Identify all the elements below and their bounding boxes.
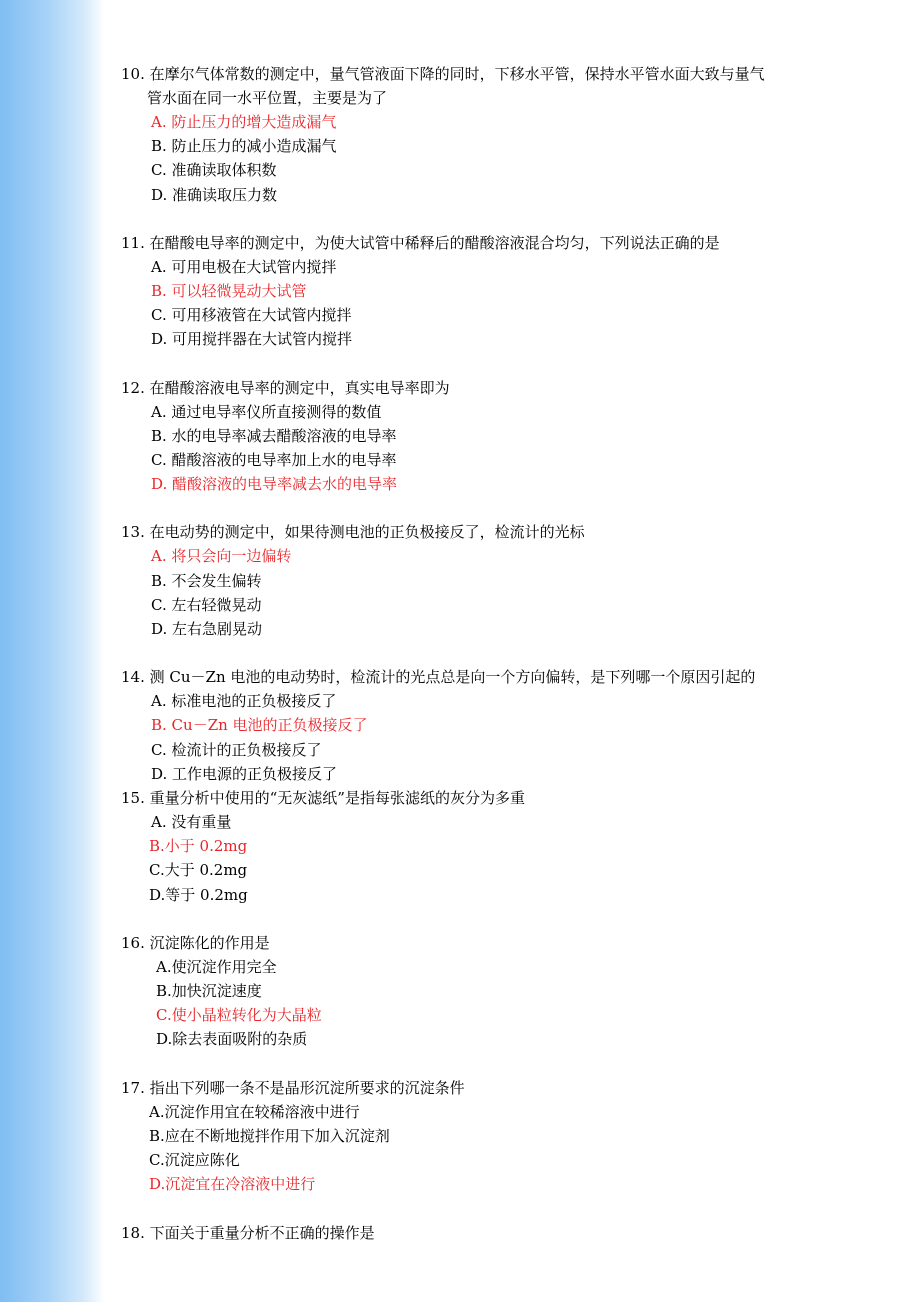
question-stem: [121, 231, 831, 255]
question-stem-line-1: 在醋酸溶液电导率的测定中，真实电导率即为: [149, 378, 450, 397]
question-17: [121, 1076, 831, 1197]
option-b: B. 可以轻微晃动大试管: [151, 282, 307, 301]
question-number: 13.: [121, 523, 150, 542]
spacer: [121, 352, 831, 376]
question-number: 11.: [121, 233, 150, 252]
question-number: 18.: [121, 1223, 150, 1242]
option-d: D.除去表面吸附的杂质: [156, 1030, 308, 1049]
question-stem: [121, 786, 831, 810]
question-number: 12.: [121, 378, 150, 397]
option-a: A.使沉淀作用完全: [156, 957, 277, 976]
option-b: B. 防止压力的减小造成漏气: [151, 137, 337, 156]
question-number: 15.: [121, 789, 150, 808]
question-stem-line-1: 指出下列哪一条不是晶形沉淀所要求的沉淀条件: [149, 1078, 465, 1097]
option-a: A. 通过电导率仪所直接测得的数值: [151, 402, 382, 421]
option-c: C.沉淀应陈化: [149, 1151, 240, 1170]
option-b: B. Cu－Zn 电池的正负极接反了: [151, 716, 368, 735]
option-a: A. 标准电池的正负极接反了: [151, 692, 337, 711]
option-c: C. 准确读取体积数: [151, 161, 277, 180]
question-stem: [121, 520, 831, 544]
spacer: [121, 641, 831, 665]
question-stem-line-1: 测 Cu－Zn 电池的电动势时，检流计的光点总是向一个方向偏转，是下列哪一个原因引起的: [149, 668, 756, 687]
option-a: A. 可用电极在大试管内搅拌: [151, 257, 337, 276]
option-b: B.小于 0.2mg: [149, 837, 248, 856]
question-number: 10.: [121, 65, 150, 83]
option-a: A. 没有重量: [151, 813, 232, 832]
question-stem: [121, 62, 831, 110]
question-14: [121, 665, 831, 786]
question-16: [121, 931, 831, 1052]
option-c: C. 可用移液管在大试管内搅拌: [151, 306, 352, 325]
option-c: C. 检流计的正负极接反了: [151, 740, 322, 759]
spacer: [121, 907, 831, 931]
option-c: C. 左右轻微晃动: [151, 595, 262, 614]
option-b: B. 水的电导率减去醋酸溶液的电导率: [151, 426, 397, 445]
question-11: [121, 231, 831, 352]
option-d: D.沉淀宜在冷溶液中进行: [149, 1175, 316, 1194]
question-stem: [121, 931, 831, 955]
question-number: 14.: [121, 668, 150, 687]
option-c: C. 醋酸溶液的电导率加上水的电导率: [151, 451, 397, 470]
question-15: [121, 786, 831, 907]
option-d: D. 可用搅拌器在大试管内搅拌: [151, 330, 353, 349]
question-stem-line-1: 在摩尔气体常数的测定中，量气管液面下降的同时，下移水平管，保持水平管水面大致与量气: [149, 65, 765, 83]
spacer: [121, 1197, 831, 1221]
option-d: D. 左右急剧晃动: [151, 620, 263, 639]
option-a: A. 将只会向一边偏转: [151, 547, 292, 566]
option-c: C.大于 0.2mg: [149, 861, 248, 880]
spacer: [121, 207, 831, 231]
option-b: B. 不会发生偏转: [151, 571, 262, 590]
spacer: [121, 1052, 831, 1076]
option-d: D. 准确读取压力数: [151, 185, 278, 204]
question-12: [121, 376, 831, 497]
side-gradient-band: [0, 0, 104, 1302]
option-d: D. 工作电源的正负极接反了: [151, 764, 338, 783]
question-stem-line-1: 在醋酸电导率的测定中，为使大试管中稀释后的醋酸溶液混合均匀，下列说法正确的是: [149, 233, 720, 252]
question-stem-line-1: 重量分析中使用的“无灰滤纸”是指每张滤纸的灰分为多重: [149, 789, 525, 808]
question-stem: [121, 1076, 831, 1100]
question-10: [121, 62, 831, 207]
question-number: 16.: [121, 933, 150, 952]
option-a: A.沉淀作用宜在较稀溶液中进行: [149, 1102, 360, 1121]
question-stem-line-2: 管水面在同一水平位置，主要是为了: [147, 89, 388, 107]
question-13: [121, 520, 831, 641]
option-b: B.加快沉淀速度: [156, 982, 262, 1001]
question-list: [121, 62, 831, 1245]
question-stem: [121, 1221, 831, 1245]
option-d: D.等于 0.2mg: [149, 885, 248, 904]
option-d: D. 醋酸溶液的电导率减去水的电导率: [151, 475, 398, 494]
question-stem-line-1: 下面关于重量分析不正确的操作是: [149, 1223, 375, 1242]
question-stem: [121, 376, 831, 400]
question-18: [121, 1221, 831, 1245]
option-c: C.使小晶粒转化为大晶粒: [156, 1006, 322, 1025]
question-number: 17.: [121, 1078, 150, 1097]
option-a: A. 防止压力的增大造成漏气: [151, 113, 337, 131]
spacer: [121, 496, 831, 520]
option-b: B.应在不断地搅拌作用下加入沉淀剂: [149, 1126, 390, 1145]
question-stem-line-1: 沉淀陈化的作用是: [149, 933, 270, 952]
question-stem: [121, 665, 831, 689]
question-stem-line-1: 在电动势的测定中，如果待测电池的正负极接反了，检流计的光标: [149, 523, 585, 542]
